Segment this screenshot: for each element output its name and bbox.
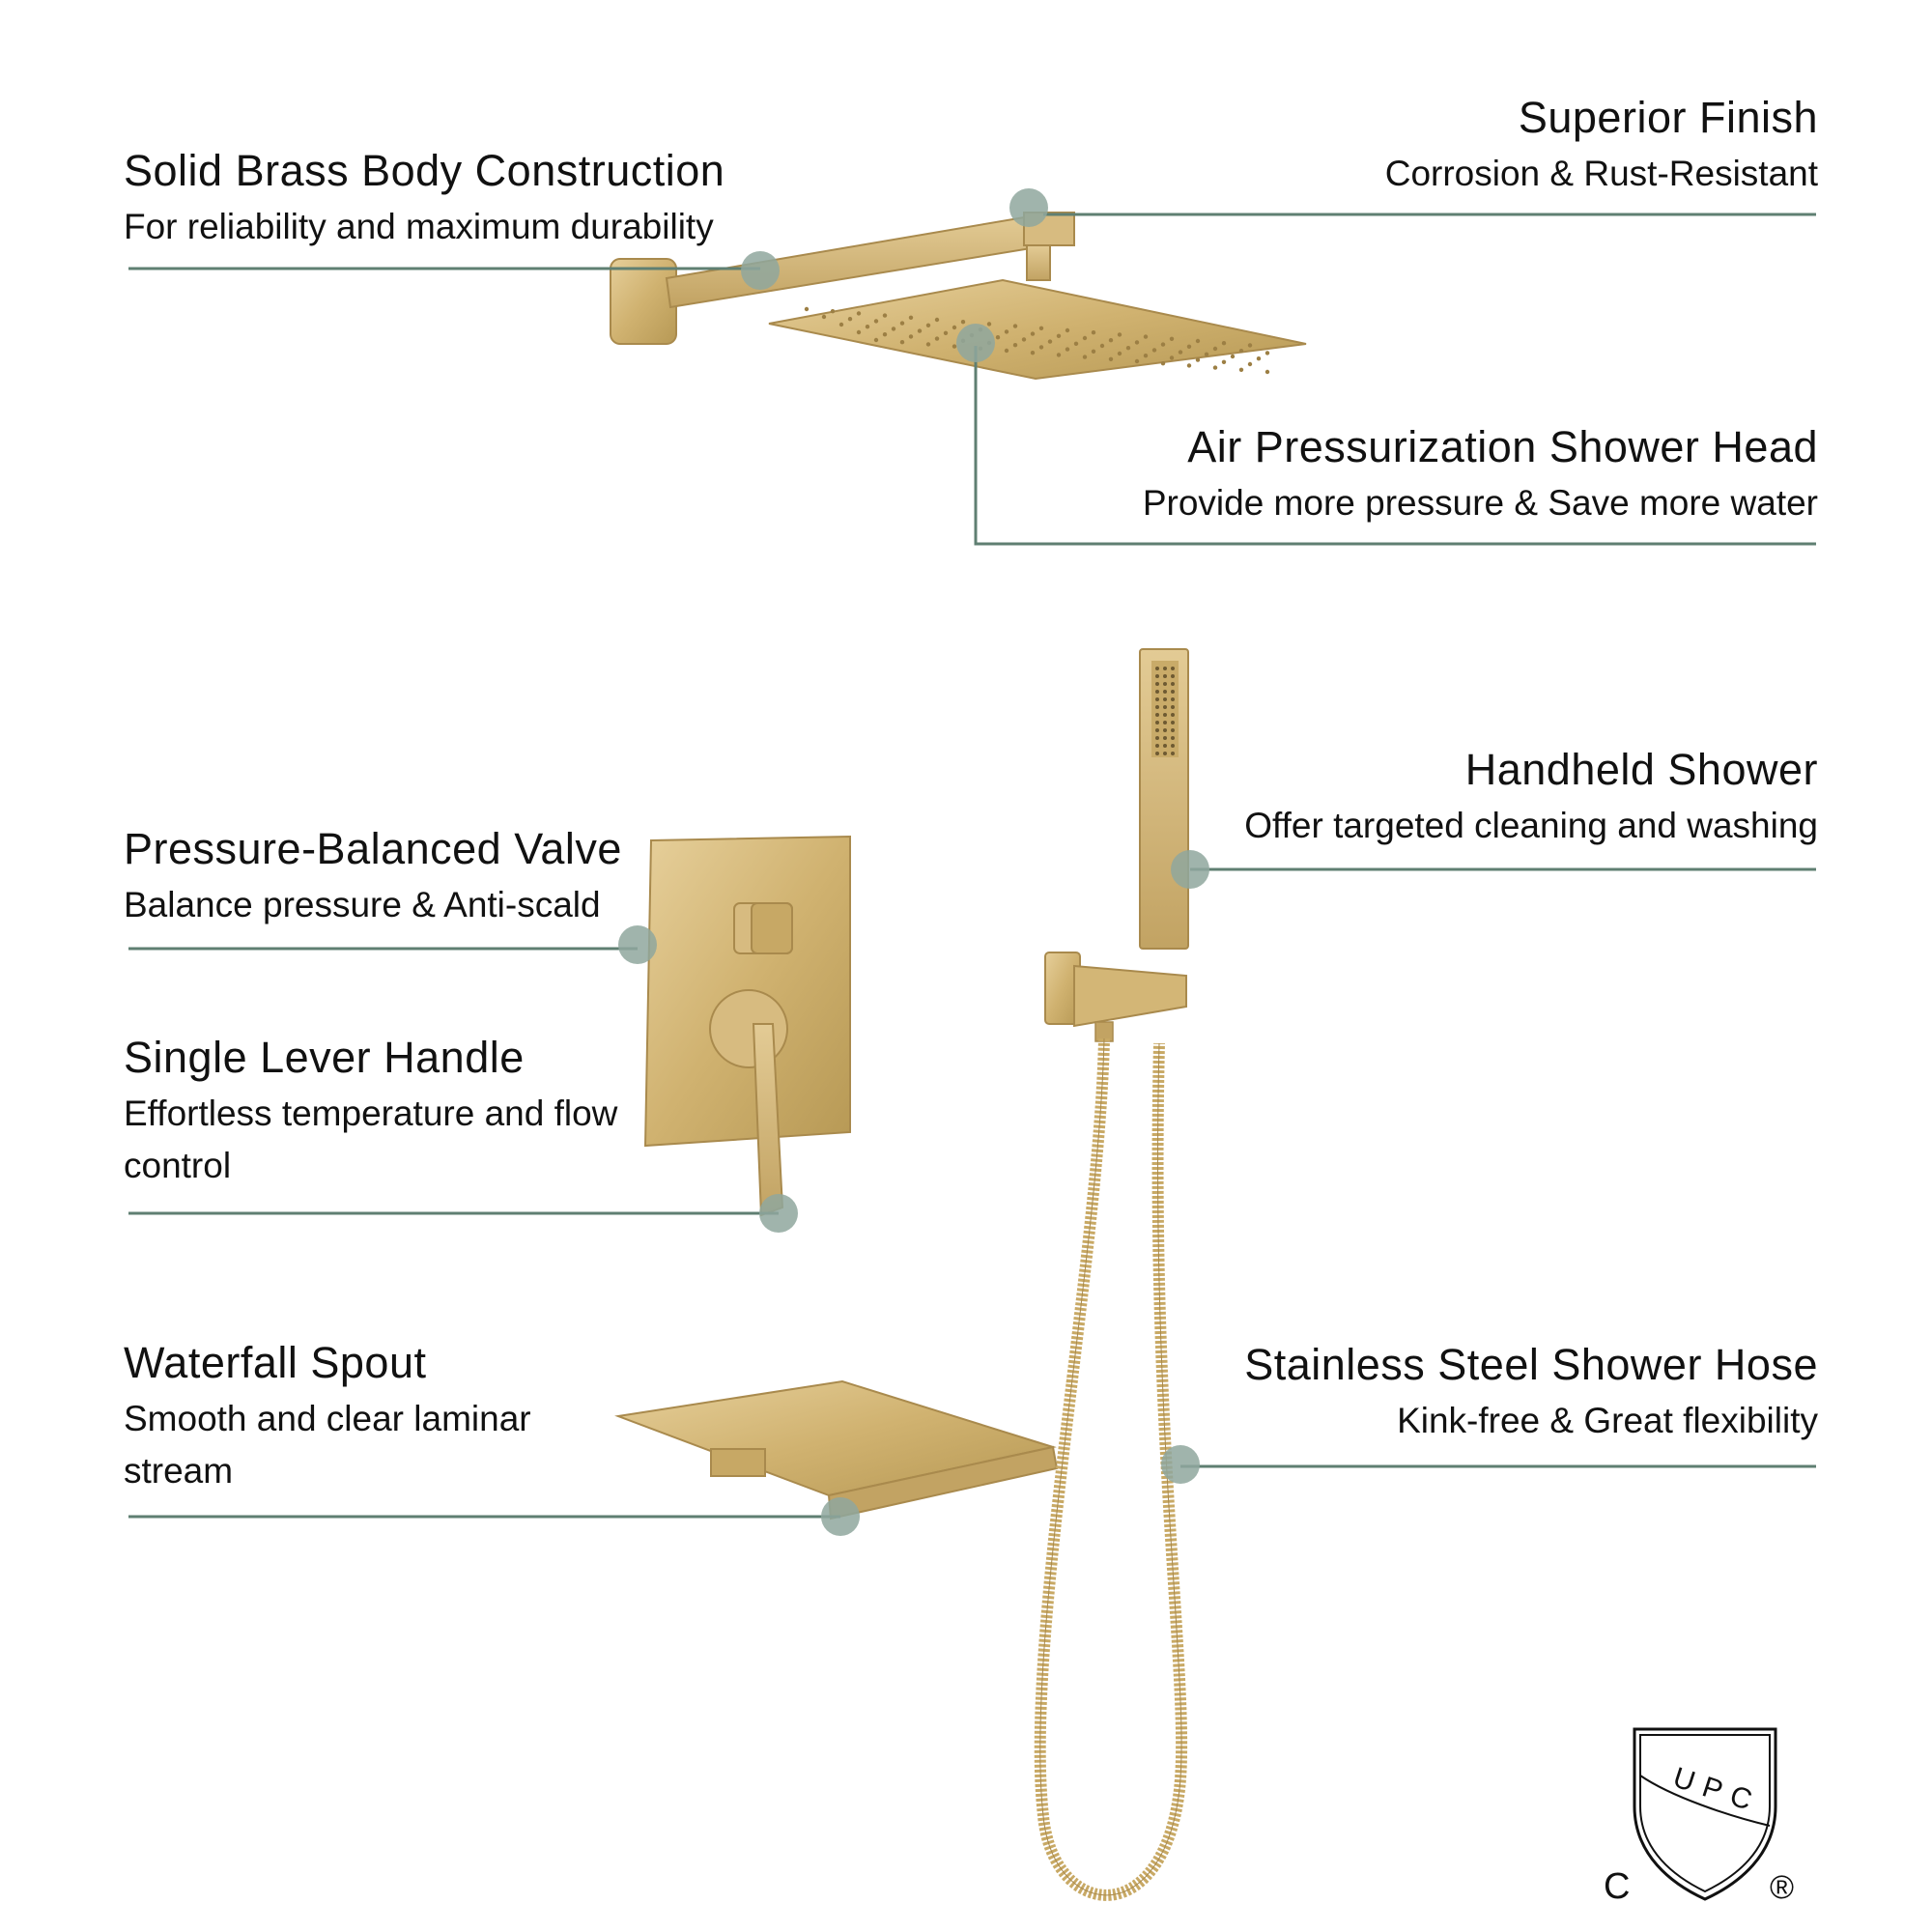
feature-subtitle: Provide more pressure & Save more water xyxy=(1142,483,1818,523)
nozzle-dot xyxy=(918,328,922,332)
handheld-nozzle-dot xyxy=(1163,705,1167,709)
nozzle-dot xyxy=(848,317,852,321)
nozzle-dot xyxy=(831,309,835,313)
nozzle-dot xyxy=(1222,341,1226,345)
handheld-nozzle-dot xyxy=(1163,744,1167,748)
nozzle-dot xyxy=(874,338,878,342)
feature-subtitle: For reliability and maximum durability xyxy=(124,207,714,246)
nozzle-dot xyxy=(1213,347,1217,351)
leader-dot xyxy=(956,324,995,362)
nozzle-dot xyxy=(839,323,843,327)
handheld-nozzle-dot xyxy=(1163,721,1167,724)
nozzle-dot xyxy=(1248,362,1252,366)
feature-single-lever xyxy=(124,1032,626,1191)
handheld-nozzle-dot xyxy=(1155,728,1159,732)
handheld-nozzle-dot xyxy=(1171,674,1175,678)
nozzle-dot xyxy=(1005,329,1009,333)
nozzle-dot xyxy=(1031,351,1035,355)
nozzle-dot xyxy=(1100,344,1104,348)
handheld-nozzle-dot xyxy=(1171,690,1175,694)
leader-pressure-valve xyxy=(128,925,657,964)
nozzle-dot xyxy=(1135,359,1139,363)
feature-stainless-hose xyxy=(1244,1339,1818,1447)
leader-dot xyxy=(618,925,657,964)
nozzle-dot xyxy=(883,313,887,317)
leader-dot xyxy=(821,1497,860,1536)
nozzle-dot xyxy=(909,334,913,338)
nozzle-dot xyxy=(1222,360,1226,364)
handheld-nozzle-dot xyxy=(1171,736,1175,740)
nozzle-dot xyxy=(1179,350,1182,354)
nozzle-dot xyxy=(1170,355,1174,359)
feature-solid-brass xyxy=(124,145,724,253)
nozzle-dot xyxy=(1048,339,1052,343)
nozzle-dot xyxy=(1161,361,1165,365)
handheld-nozzle-dot xyxy=(1171,667,1175,670)
nozzle-dot xyxy=(1196,339,1200,343)
nozzle-dot xyxy=(1248,343,1252,347)
cert-c-mark: C xyxy=(1604,1866,1631,1907)
shower-hose-icon xyxy=(1040,1038,1181,1895)
nozzle-dot xyxy=(1239,349,1243,353)
nozzle-dot xyxy=(961,320,965,324)
leader-dot xyxy=(1161,1445,1200,1484)
feature-superior-finish xyxy=(1385,92,1818,200)
nozzle-dot xyxy=(805,307,809,311)
rain-shower-head-icon xyxy=(769,280,1306,379)
feature-subtitle: Kink-free & Great flexibility xyxy=(1397,1401,1818,1440)
handheld-nozzle-dot xyxy=(1155,667,1159,670)
nozzle-dot xyxy=(900,321,904,325)
nozzle-dot xyxy=(926,342,930,346)
feature-subtitle: Corrosion & Rust-Resistant xyxy=(1384,154,1818,193)
handheld-nozzle-dot xyxy=(1171,721,1175,724)
handheld-nozzle-dot xyxy=(1155,713,1159,717)
handheld-shower-icon xyxy=(1045,649,1188,1041)
feature-title: Air Pressurization Shower Head xyxy=(1187,422,1818,471)
feature-subtitle: Smooth and clear laminar stream xyxy=(124,1399,531,1491)
nozzle-dot xyxy=(1213,365,1217,369)
nozzle-dot xyxy=(996,335,1000,339)
nozzle-dot xyxy=(1205,353,1208,356)
handheld-nozzle-dot xyxy=(1155,736,1159,740)
nozzle-dot xyxy=(1039,345,1043,349)
valve-trim-plate-icon xyxy=(645,837,850,1215)
nozzle-dot xyxy=(1187,345,1191,349)
nozzle-dot xyxy=(952,326,956,329)
handheld-nozzle-dot xyxy=(1163,690,1167,694)
nozzle-dot xyxy=(909,316,913,320)
handheld-nozzle-dot xyxy=(1155,705,1159,709)
nozzle-dot xyxy=(1152,348,1156,352)
nozzle-dot xyxy=(1135,340,1139,344)
handheld-nozzle-dot xyxy=(1163,674,1167,678)
leader-single-lever xyxy=(128,1194,798,1233)
nozzle-dot xyxy=(1118,332,1122,336)
nozzle-dot xyxy=(892,327,895,330)
nozzle-dot xyxy=(1057,353,1061,356)
nozzle-dot xyxy=(1013,324,1017,327)
nozzle-dot xyxy=(1005,349,1009,353)
nozzle-dot xyxy=(1118,352,1122,355)
feature-subtitle: Offer targeted cleaning and washing xyxy=(1244,806,1818,845)
feature-title: Single Lever Handle xyxy=(124,1033,525,1082)
nozzle-dot xyxy=(900,340,904,344)
feature-title: Stainless Steel Shower Hose xyxy=(1244,1340,1818,1389)
nozzle-dot xyxy=(857,311,861,315)
handheld-nozzle-dot xyxy=(1171,697,1175,701)
nozzle-dot xyxy=(1092,330,1095,334)
nozzle-dot xyxy=(1109,357,1113,361)
handheld-nozzle-dot xyxy=(1171,752,1175,755)
cupc-shield-icon xyxy=(1584,1719,1816,1913)
nozzle-dot xyxy=(1144,334,1148,338)
feature-handheld-shower xyxy=(1244,744,1818,852)
nozzle-dot xyxy=(857,330,861,334)
nozzle-dot xyxy=(987,322,991,326)
handheld-nozzle-dot xyxy=(1163,736,1167,740)
feature-title: Solid Brass Body Construction xyxy=(124,146,725,195)
nozzle-dot xyxy=(1022,337,1026,341)
handheld-nozzle-dot xyxy=(1163,713,1167,717)
nozzle-dot xyxy=(1083,355,1087,358)
leader-dot xyxy=(1009,188,1048,227)
nozzle-dot xyxy=(1187,363,1191,367)
nozzle-dot xyxy=(1231,355,1235,358)
nozzle-dot xyxy=(1170,337,1174,341)
nozzle-dot xyxy=(1196,357,1200,361)
cert-registered-mark: ® xyxy=(1770,1869,1795,1906)
nozzle-dot xyxy=(1065,328,1069,332)
cert-shield-text: UPC xyxy=(1669,1761,1765,1820)
feature-title: Pressure-Balanced Valve xyxy=(124,824,622,873)
handheld-nozzle-dot xyxy=(1155,752,1159,755)
feature-title: Handheld Shower xyxy=(1464,745,1818,794)
nozzle-dot xyxy=(866,325,869,328)
handheld-nozzle-dot xyxy=(1171,705,1175,709)
nozzle-dot xyxy=(1083,336,1087,340)
nozzle-dot xyxy=(1092,350,1095,354)
handheld-nozzle-dot xyxy=(1155,690,1159,694)
leader-dot xyxy=(759,1194,798,1233)
nozzle-dot xyxy=(883,332,887,336)
nozzle-dot xyxy=(1074,342,1078,346)
nozzle-dot xyxy=(1057,334,1061,338)
nozzle-dot xyxy=(1039,327,1043,330)
nozzle-dot xyxy=(952,344,956,348)
feature-subtitle: Balance pressure & Anti-scald xyxy=(124,885,601,924)
handheld-nozzle-dot xyxy=(1155,697,1159,701)
nozzle-dot xyxy=(935,336,939,340)
nozzle-dot xyxy=(1265,351,1269,355)
nozzle-dot xyxy=(1065,347,1069,351)
handheld-nozzle-dot xyxy=(1155,682,1159,686)
leader-dot xyxy=(741,251,780,290)
handheld-nozzle-dot xyxy=(1171,682,1175,686)
feature-pressure-valve xyxy=(124,823,622,931)
handheld-nozzle-dot xyxy=(1155,744,1159,748)
nozzle-dot xyxy=(822,315,826,319)
nozzle-dot xyxy=(1109,338,1113,342)
nozzle-dot xyxy=(874,319,878,323)
handheld-nozzle-dot xyxy=(1163,667,1167,670)
leader-handheld-shower xyxy=(1171,850,1816,889)
handheld-nozzle-dot xyxy=(1171,728,1175,732)
feature-title: Superior Finish xyxy=(1518,93,1818,142)
nozzle-dot xyxy=(944,331,948,335)
nozzle-dot xyxy=(1144,354,1148,357)
handheld-nozzle-dot xyxy=(1155,721,1159,724)
feature-title: Waterfall Spout xyxy=(124,1338,427,1387)
leader-stainless-hose xyxy=(1161,1445,1816,1484)
handheld-nozzle-dot xyxy=(1163,682,1167,686)
nozzle-dot xyxy=(935,318,939,322)
handheld-nozzle-dot xyxy=(1171,713,1175,717)
feature-subtitle: Effortless temperature and flow control xyxy=(124,1094,618,1185)
nozzle-dot xyxy=(1265,370,1269,374)
handheld-nozzle-dot xyxy=(1171,744,1175,748)
handheld-nozzle-dot xyxy=(1163,752,1167,755)
nozzle-dot xyxy=(926,324,930,327)
handheld-nozzle-dot xyxy=(1163,697,1167,701)
handheld-nozzle-dot xyxy=(1163,728,1167,732)
nozzle-dot xyxy=(1161,342,1165,346)
feature-waterfall-spout xyxy=(124,1337,626,1496)
nozzle-dot xyxy=(1126,346,1130,350)
nozzle-dot xyxy=(1031,331,1035,335)
nozzle-dot xyxy=(1013,343,1017,347)
nozzle-dot xyxy=(1257,356,1261,360)
leader-waterfall-spout xyxy=(128,1497,860,1536)
handheld-nozzle-dot xyxy=(1155,674,1159,678)
nozzle-dot xyxy=(1239,368,1243,372)
feature-air-pressurization xyxy=(1143,421,1818,529)
leader-dot xyxy=(1171,850,1209,889)
